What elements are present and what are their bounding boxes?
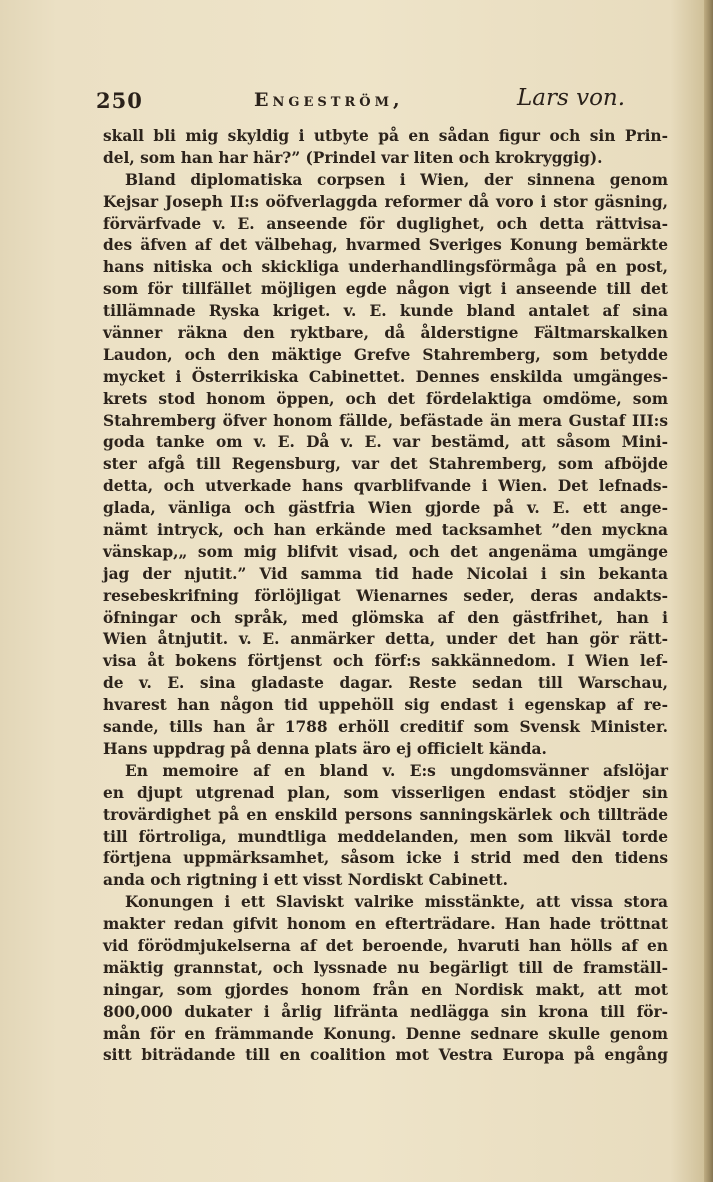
text-line: krets stod honom öppen, och det fördelaktiga omdöme, som [103,389,668,408]
text-line: jag der njutit.” Vid samma tid hade Nicolai i sin bekanta [103,564,668,583]
text-line: Bland diplomatiska corpsen i Wien, der sinnena genom [125,170,668,189]
text-line: ningar, som gjordes honom från en Nordisk makt, att mot [103,980,668,999]
text-line: En memoire af en bland v. E:s ungdomsvänner afslöjar [125,761,668,780]
text-line: mycket i Österrikiska Cabinettet. Dennes enskilda umgänges- [103,367,668,386]
running-title: Engeström, [254,89,404,111]
running-title-name: Lars von. [517,85,626,111]
text-line: som för tillfället möjligen egde någon vigt i anseende till det [103,280,668,299]
text-line: förtjena uppmärksamhet, såsom icke i strid med den tidens [103,849,668,868]
text-line: resebeskrifning förlöjligat Wienarnes seder, deras andakts- [103,586,668,605]
running-header [96,84,676,118]
text-line: des äfven af det välbehag, hvarmed Sveriges Konung bemärkte [103,236,668,255]
text-line: Laudon, och den mäktige Grefve Stahremberg, som betydde [103,345,668,364]
text-line: tillämnade Ryska kriget. v. E. kunde bland antalet af sina [103,302,668,321]
text-line: detta, och utverkade hans qvarblifvande i Wien. Det lefnads- [103,477,668,496]
text-line: Kejsar Joseph II:s oöfverlaggda reformer då voro i stor gäsning, [103,192,668,211]
text-line: Konungen i ett Slaviskt valrike misstänkte, att vissa stora [125,893,668,912]
text-line: anda och rigtning i ett visst Nordiskt Cabinett. [103,871,509,890]
text-line: vänskap,„ som mig blifvit visad, och det angenäma umgänge [103,542,668,561]
text-line: Stahremberg öfver honom fällde, befästade än mera Gustaf III:s [103,411,668,430]
text-line: sande, tills han år 1788 erhöll creditif som Svensk Minister. [103,718,668,737]
page-edge-shadow [704,0,713,1182]
text-line: trovärdighet på en enskild persons sanningskärlek och tillträde [103,805,668,824]
text-line: glada, vänliga och gästfria Wien gjorde på v. E. ett ange- [103,499,668,518]
text-line: sitt biträdande till en coalition mot Vestra Europa på engång [103,1046,668,1065]
text-line: hvarest han någon tid uppehöll sig endast i egenskap af re- [103,696,668,715]
text-line: visa åt bokens förtjenst och förf:s sakkännedom. I Wien lef- [103,652,668,671]
text-line: de v. E. sina gladaste dagar. Reste sedan till Warschau, [103,674,668,693]
body-text [103,126,668,1067]
text-line: hans nitiska och skickliga underhandlingsförmåga på en post, [103,258,668,277]
text-line: skall bli mig skyldig i utbyte på en sådan figur och sin Prin- [103,127,668,145]
text-line: en djupt utgrenad plan, som visserligen endast stödjer sin [103,783,668,802]
text-line: ster afgå till Regensburg, var det Stahremberg, som afböjde [103,455,668,474]
text-line: vänner räkna den ryktbare, då ålderstigne Fältmarskalken [103,324,668,343]
page-number: 250 [96,88,143,113]
text-line: makter redan gifvit honom en efterträdare. Han hade tröttnat [103,915,668,934]
text-line: Hans uppdrag på denna plats äro ej officielt kända. [103,739,547,758]
text-line: goda tanke om v. E. Då v. E. var bestämd, att såsom Mini- [103,433,668,452]
text-line: vid förödmjukelserna af det beroende, hvaruti han hölls af en [103,936,668,955]
text-line: förvärfvade v. E. anseende för duglighet, och detta rättvisa- [103,214,668,233]
text-line: till förtroliga, mundtliga meddelanden, men som likväl torde [103,827,668,846]
text-line: nämt intryck, och han erkände med tacksamhet ”den myckna [103,521,668,540]
text-line: öfningar och språk, med glömska af den gästfrihet, han i [103,608,668,627]
text-line: Wien åtnjutit. v. E. anmärker detta, under det han gör rätt- [103,630,668,649]
text-line: mån för en främmande Konung. Denne sednare skulle genom [103,1024,668,1043]
text-line: del, som han har här?” (Prindel var liten och krokryggig). [103,148,603,167]
text-line: 800,000 dukater i årlig lifränta nedlägga sin krona till för- [103,1002,668,1021]
text-line: mäktig grannstat, och lyssnade nu begärligt till de framställ- [103,958,668,977]
